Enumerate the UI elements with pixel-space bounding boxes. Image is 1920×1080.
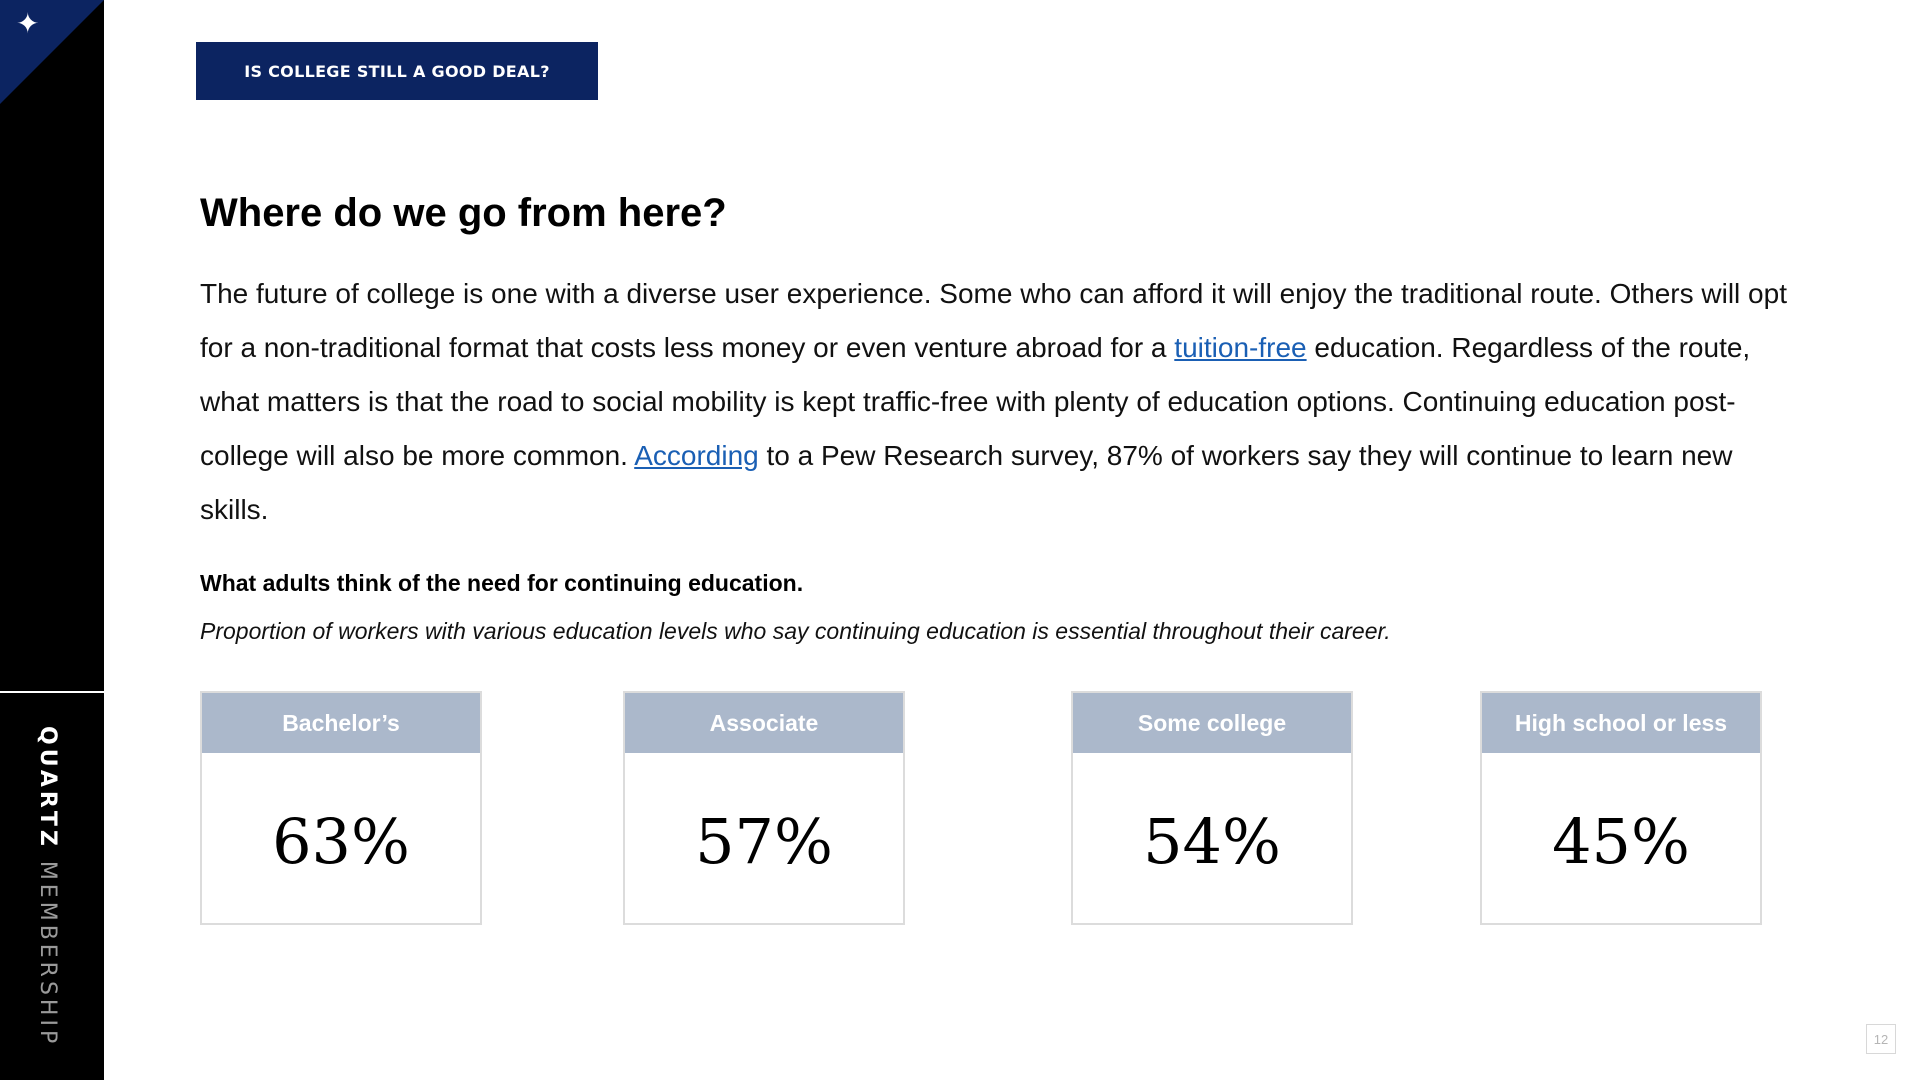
stat-card-associate xyxy=(623,691,905,925)
stat-card-value: 45% xyxy=(1552,805,1690,878)
stat-card-label: Bachelor’s xyxy=(202,693,480,753)
brand-secondary: MEMBERSHIP xyxy=(35,860,60,1048)
brand-wordmark xyxy=(36,726,58,1047)
according-link[interactable]: According xyxy=(634,440,759,471)
tuition-free-link[interactable]: tuition-free xyxy=(1174,332,1307,363)
body-text-part1: The future of college is one with a diverse user experience. Some who can afford it will enjoy the traditional route. Others will opt for a non-traditional format that costs less money or even venture abroad for a xyxy=(200,278,1787,363)
stat-card-bachelors xyxy=(200,691,482,925)
stat-card-high-school xyxy=(1480,691,1762,925)
stat-card-value: 63% xyxy=(272,805,410,878)
body-paragraph xyxy=(200,267,1800,537)
stat-card-some-college xyxy=(1071,691,1353,925)
page-number: 12 xyxy=(1866,1024,1896,1054)
sidebar xyxy=(0,0,104,1080)
stat-card-value: 57% xyxy=(695,805,833,878)
sidebar-divider xyxy=(0,691,104,693)
section-tag: IS COLLEGE STILL A GOOD DEAL? xyxy=(196,42,598,100)
stat-card-label: High school or less xyxy=(1482,693,1760,753)
stat-card-label: Some college xyxy=(1073,693,1351,753)
page-title: Where do we go from here? xyxy=(200,191,727,235)
body-text-part3: to a Pew Research survey, 87% of workers say they will continue to learn new skills. xyxy=(200,440,1733,525)
brand-primary: QUARTZ xyxy=(35,726,60,850)
chart-title: What adults think of the need for continuing education. xyxy=(200,570,804,596)
body-text-part2: education. Regardless of the route, what matters is that the road to social mobility is kept traffic-free with plenty of education options. Continuing education post-college will also be more common. xyxy=(200,332,1751,471)
stat-card-label: Associate xyxy=(625,693,903,753)
star-icon: ✦ xyxy=(16,7,40,40)
stat-card-value: 54% xyxy=(1143,805,1281,878)
chart-subtitle: Proportion of workers with various education levels who say continuing education is essential throughout their career. xyxy=(200,618,1391,644)
